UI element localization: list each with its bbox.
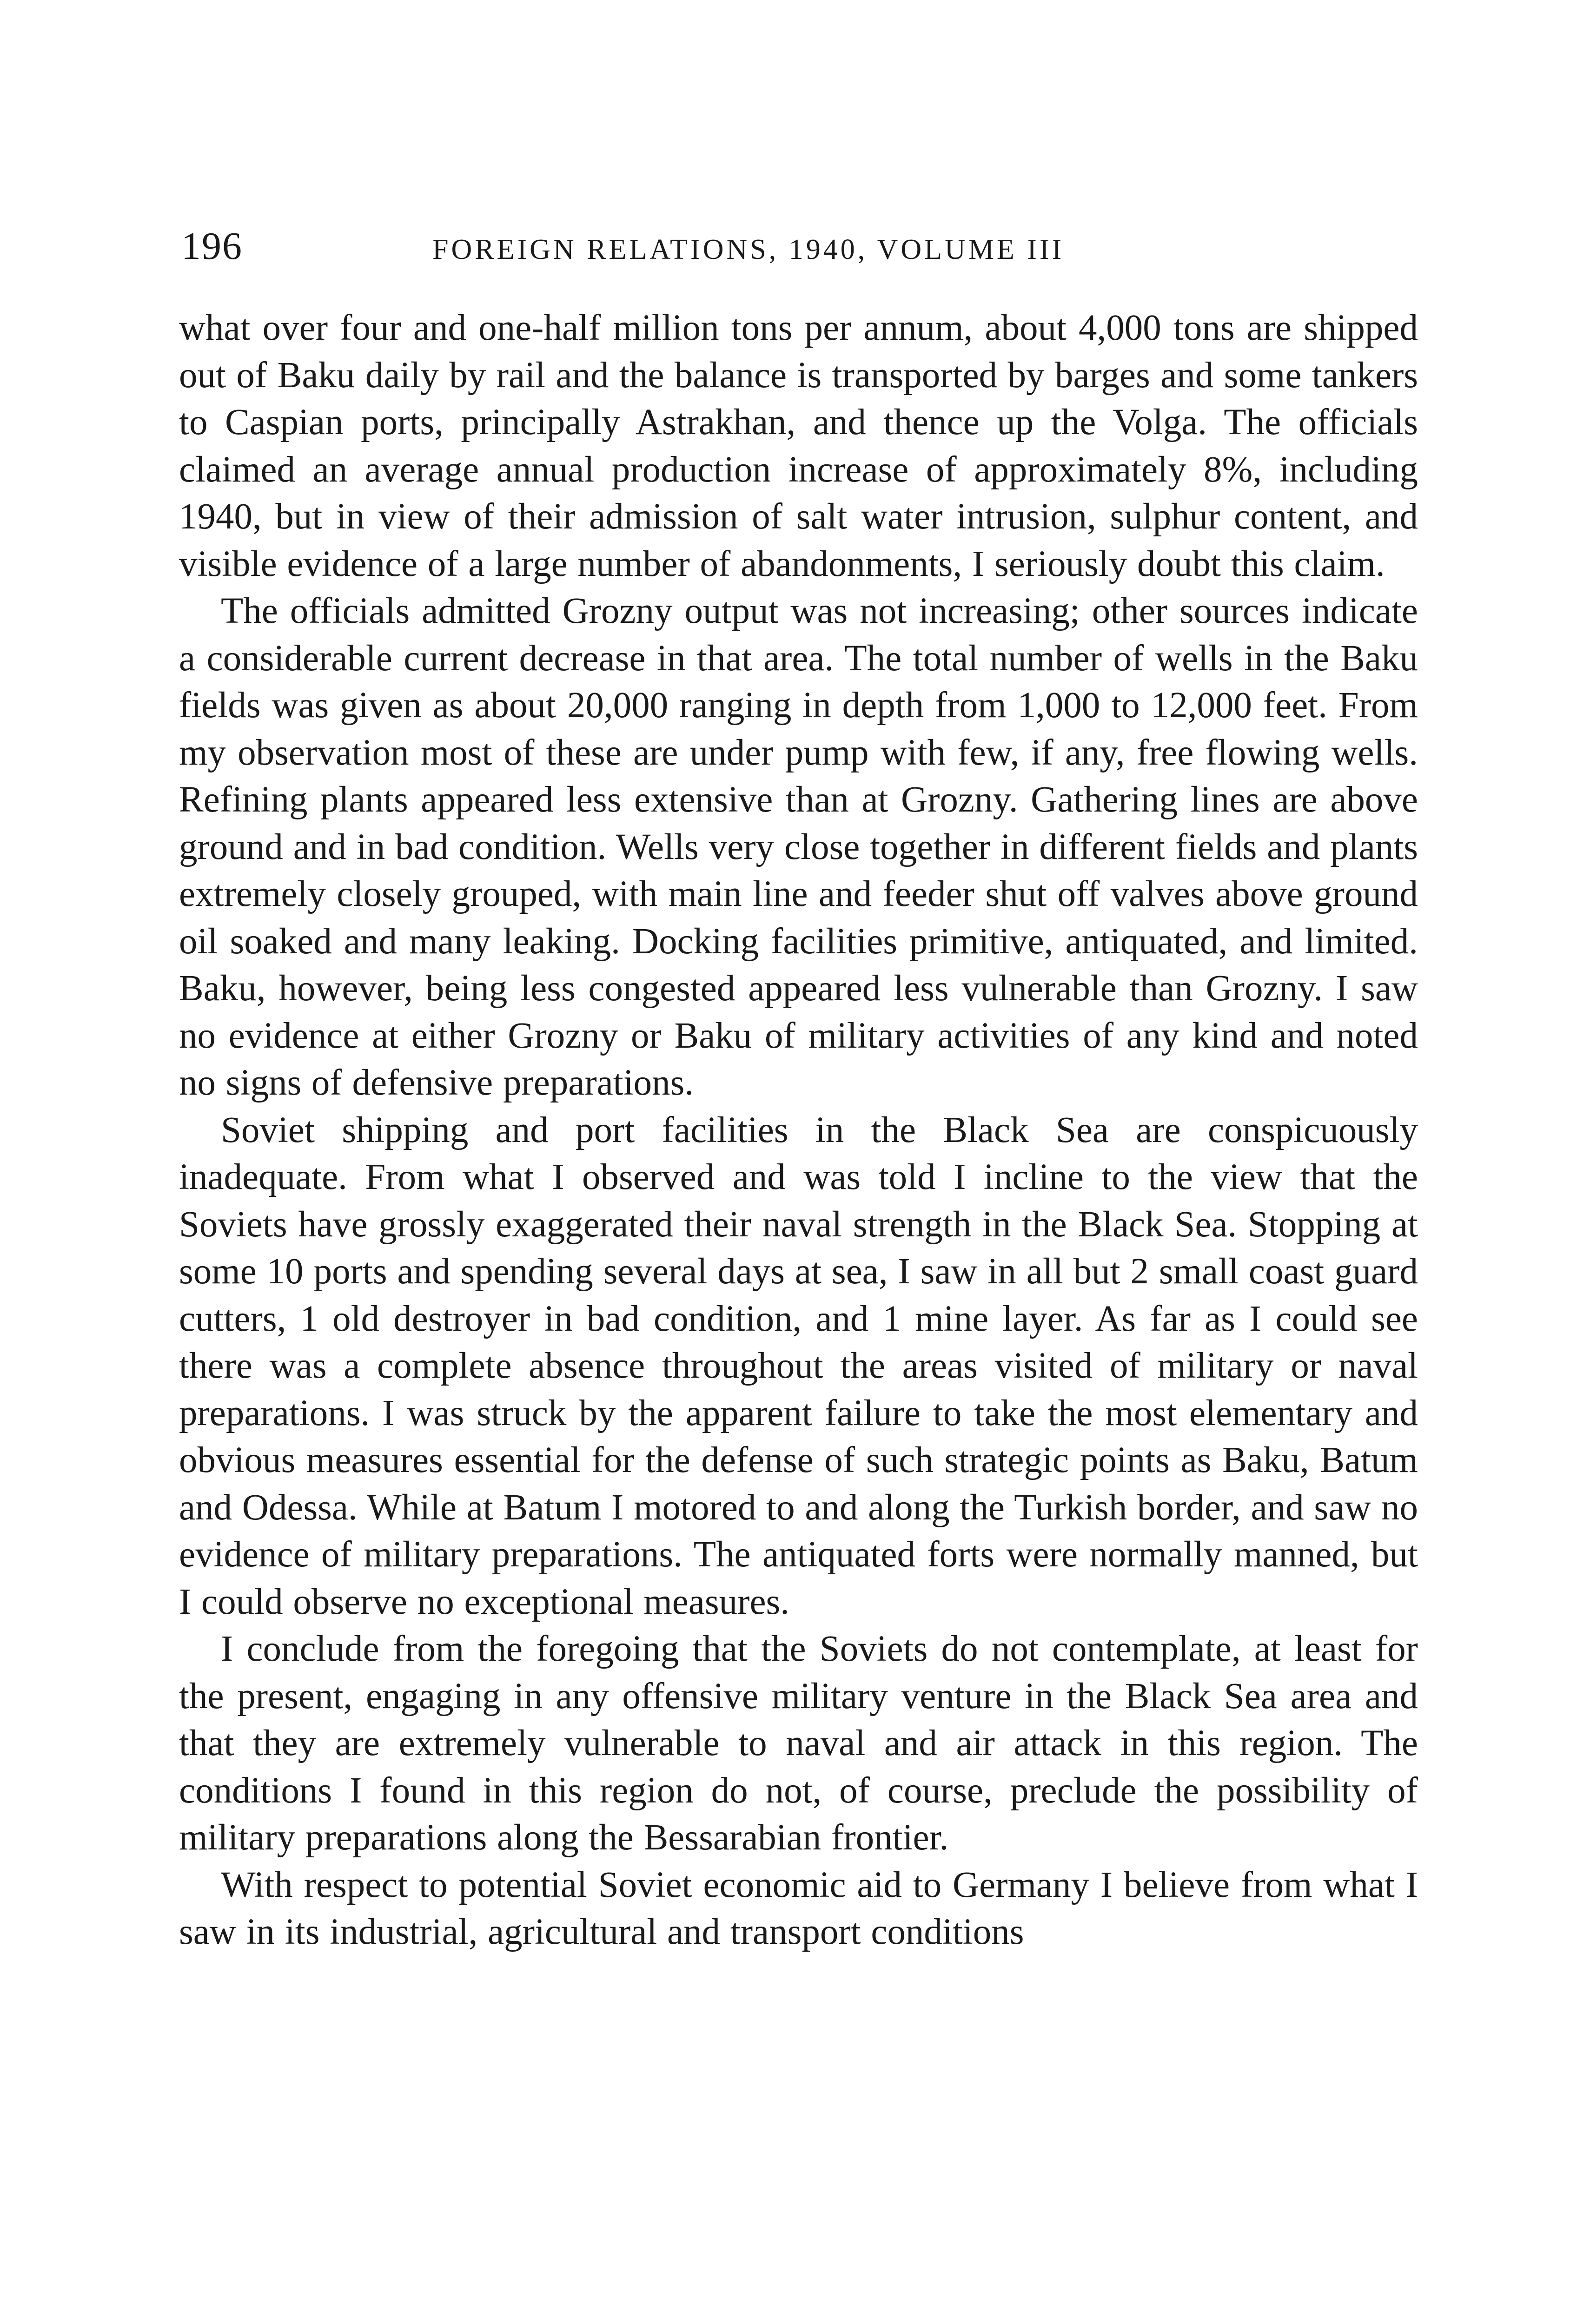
page-number: 196 bbox=[181, 224, 243, 268]
paragraph-black-sea: Soviet shipping and port facilities in the Black Sea are conspicuously inadequate. From what I observed and was told I incline to the view that the Soviets have grossly exaggerated their naval strength in the Black Sea. Stopping at some 10 ports and spending several days at sea, I saw in all but 2 small coast guard cutters, 1 old destroyer in bad condition, and 1 mine layer. As far as I could see there was a complete absence throughout the areas visited of military or naval preparations. I was struck by the apparent failure to take the most elementary and obvious measures essential for the defense of such strategic points as Baku, Batum and Odessa. While at Batum I motored to and along the Turkish border, and saw no evidence of military preparations. The antiquated forts were normally manned, but I could observe no exceptional measures. bbox=[179, 1109, 1418, 1622]
paragraph-continued: what over four and one-half million tons per annum, about 4,000 tons are shipped out of Baku daily by rail and the balance is transported by barges and some tankers to Caspian ports, principally Astrakhan, and thence up the Volga. The officials claimed an average annual production increase of approximately 8%, including 1940, but in view of their admission of salt water intrusion, sulphur content, and visible evidence of a large number of abandonments, I seriously doubt this claim. bbox=[179, 308, 1418, 584]
paragraph-grozny-baku: The officials admitted Grozny output was not increasing; other sources indicate a considerable current decrease in that area. The total number of wells in the Baku fields was given as about 20,000 ranging in depth from 1,000 to 12,000 feet. From my observation most of these are under pump with few, if any, free flowing wells. Refining plants appeared less extensive than at Grozny. Gathering lines are above ground and in bad condition. Wells very close together in different fields and plants extremely closely grouped, with main line and feeder shut off valves above ground oil soaked and many leaking. Docking facilities primitive, antiquated, and limited. Baku, however, being less congested appeared less vulnerable than Grozny. I saw no evidence at either Grozny or Baku of military activities of any kind and noted no signs of defensive preparations. bbox=[179, 591, 1418, 1103]
running-title: FOREIGN RELATIONS, 1940, VOLUME III bbox=[432, 234, 1065, 265]
paragraph-economic-aid: With respect to potential Soviet economic aid to Germany I believe from what I saw in its industrial, agricultural and transport conditions bbox=[179, 1864, 1418, 1952]
running-head bbox=[181, 223, 1418, 279]
body-text bbox=[179, 304, 1418, 1956]
paragraph-conclusion: I conclude from the foregoing that the Soviets do not contemplate, at least for the present, engaging in any offensive military venture in the Black Sea area and that they are extremely vulnerable to naval and air attack in this region. The conditions I found in this region do not, of course, preclude the possibility of military preparations along the Bessarabian frontier. bbox=[179, 1629, 1418, 1858]
